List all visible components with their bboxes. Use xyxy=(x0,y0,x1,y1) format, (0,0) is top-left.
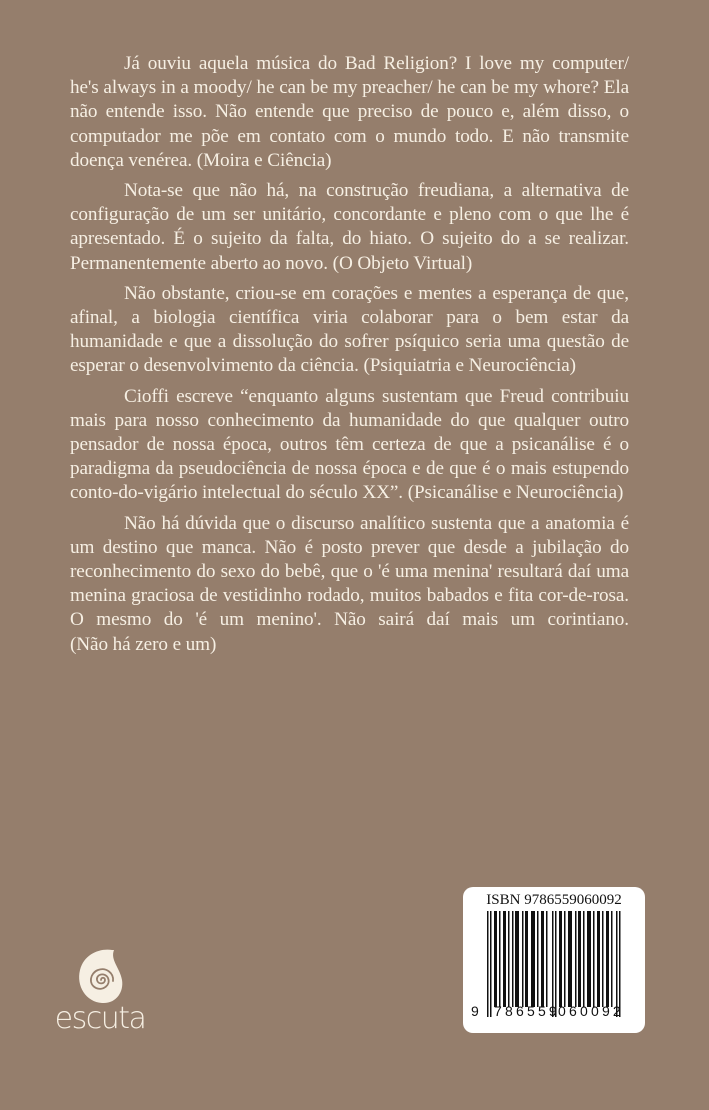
paragraph-text: Nota-se que não há, na construção freudiana, a alternativa de configuração de um ser unitário, concordante e pleno com o que lhe é apresentado. É o sujeito da falta, do hiato. O sujeito do a se realizar. Permanentemente aberto ao novo. xyxy=(70,180,629,274)
barcode-digits-right: 060092 xyxy=(558,1003,624,1019)
paragraph-source: (Não há zero e um) xyxy=(70,633,217,655)
blurb-paragraph xyxy=(70,179,629,276)
barcode-digit-first: 9 xyxy=(471,1003,479,1019)
paragraph-text: Cioffi escreve “enquanto alguns sustentam que Freud contribuiu mais para nosso conhecimento da humanidade do que qualquer outro pensador de nossa época, outros têm certeza de que a psicanálise é o paradigma da pseudociência de nossa época e de que é o mais estupendo conto-do-vigário intelectual do século XX”. xyxy=(70,385,629,504)
blurb-paragraph xyxy=(70,385,629,506)
paragraph-text: Já ouviu aquela música do Bad Religion? I love my computer/ he's always in a moody/ he can be my preacher/ he can be my whore? Ela não entende isso. Não entende que preciso de pouco e, além disso, o computador me põe em contato com o mundo todo. E não transmite doença venérea. xyxy=(70,53,629,171)
barcode-digits-left: 786559 xyxy=(494,1003,560,1019)
barcode-digits xyxy=(463,1002,645,1020)
blurb-paragraph xyxy=(70,52,629,173)
paragraph-text: Não há dúvida que o discurso analítico sustenta que a anatomia é um destino que manca. Não é posto prever que desde a jubilação do reconhecimento do sexo do bebê, que o 'é uma menina' resultará daí uma menina graciosa de vestidinho rodado, muitos babados e fita cor-de-rosa. O mesmo do 'é um menino'. Não sairá daí mais um corintiano. xyxy=(70,512,629,631)
paragraph-source: (Psicanálise e Neurociência) xyxy=(407,482,624,504)
paragraph-source: (O Objeto Virtual) xyxy=(332,252,473,274)
isbn-barcode-label xyxy=(463,887,645,1033)
blurb-paragraph xyxy=(70,512,629,657)
paragraph-source: (Psiquiatria e Neurociência) xyxy=(363,355,576,377)
publisher-name: escuta xyxy=(54,1001,146,1036)
isbn-title: ISBN 9786559060092 xyxy=(486,892,622,908)
blurb-text xyxy=(70,52,629,663)
nautilus-shell-icon xyxy=(44,946,156,1006)
paragraph-source: (Moira e Ciência) xyxy=(196,149,332,171)
paragraph-text: Não obstante, criou-se em corações e mentes a esperança de que, afinal, a biologia científica viria colaborar para o bem estar da humanidade e que a dissolução do sofrer psíquico seria uma questão de esperar o desenvolvimento da ciência. xyxy=(70,282,629,377)
blurb-paragraph xyxy=(70,282,629,379)
publisher-logo xyxy=(44,946,156,1040)
